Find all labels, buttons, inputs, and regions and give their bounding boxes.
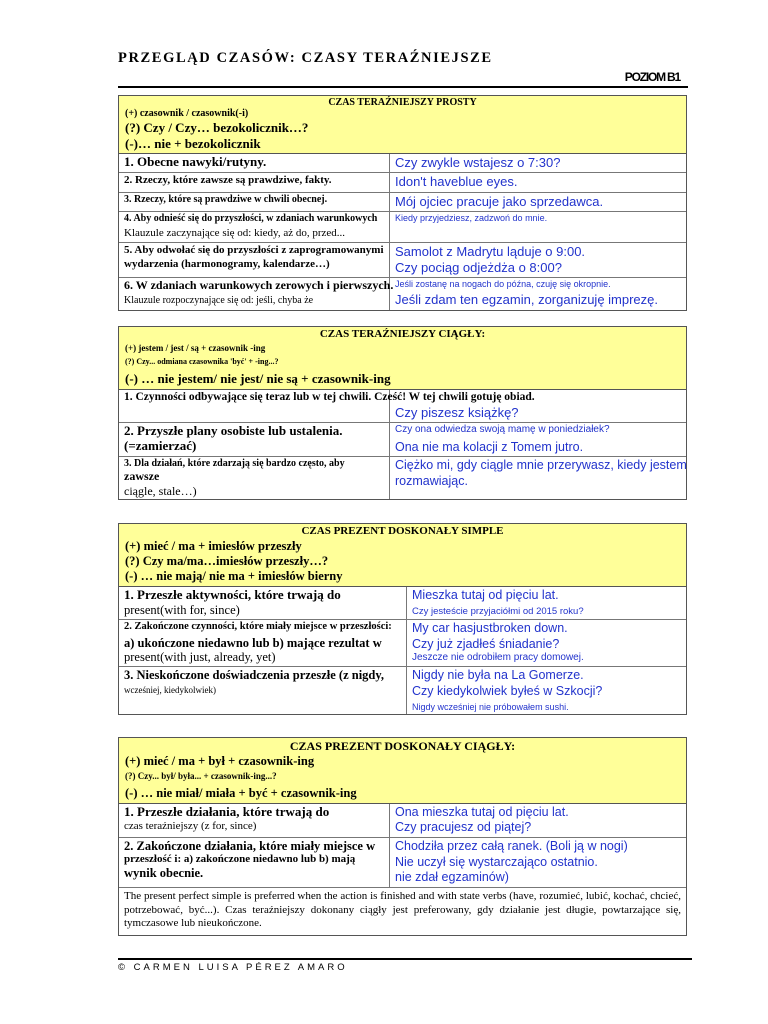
usage-row [119, 667, 686, 714]
example-sentence: rozmawiając. [395, 473, 468, 488]
usage-rule: 3. Dla działań, które zdarzają się bardzo często, aby [124, 458, 345, 470]
example-sentence: Mieszka tutaj od pięciu lat. [412, 588, 559, 602]
question-form: (?) Czy... odmiana czasownika 'być' + -ing...? [125, 356, 279, 366]
section-header [119, 738, 686, 804]
usage-note: present(with for, since) [124, 602, 240, 617]
negative-form: (-) … nie miał/ miała + być + czasownik-ing [125, 785, 357, 800]
usage-row [119, 154, 686, 173]
example-sentence: Czy kiedykolwiek byłeś w Szkocji? [412, 684, 603, 698]
example-sentence: Czy ona odwiedza swoją mamę w poniedziałek? [395, 424, 610, 436]
usage-rule: 1. Obecne nawyki/rutyny. [124, 154, 267, 170]
affirmative-form: (+) mieć / ma + imiesłów przeszły [125, 539, 302, 553]
usage-rule-cont: (=zamierzać) [124, 438, 197, 454]
example-sentence: Jeśli zdam ten egzamin, zorganizuję imprezę. [395, 292, 659, 308]
level-label: POZIOM B1 [624, 70, 680, 84]
example-sentence: Chodziła przez całą ranek. (Boli ją w nogi) [395, 839, 628, 854]
usage-rule: 5. Aby odwołać się do przyszłości z zaprogramowanymi [124, 243, 384, 256]
usage-note: present(with just, already, yet) [124, 650, 276, 665]
usage-row [119, 243, 686, 279]
example-sentence: Nigdy nie była na La Gomerze. [412, 668, 584, 683]
example-sentence: Czy zwykle wstajesz o 7:30? [395, 155, 561, 171]
question-form: (?) Czy ma/ma…imiesłów przeszły…? [125, 554, 329, 568]
usage-row [119, 212, 686, 243]
footer-divider [118, 958, 692, 960]
section-title: CZAS TERAŹNIEJSZY CIĄGŁY: [319, 328, 486, 340]
affirmative-form: (+) mieć / ma + był + czasownik-ing [125, 754, 315, 768]
usage-rule-cont: zawsze [124, 468, 160, 483]
usage-note: Klauzule rozpoczynające się od: jeśli, chyba że [124, 294, 314, 306]
usage-rule-cont: wydarzenia (harmonogramy, kalendarze…) [124, 258, 330, 271]
usage-rule: 3. Nieskończone doświadczenia przeszłe (z nigdy, [124, 668, 385, 683]
usage-row [119, 173, 686, 192]
negative-form: (-)… nie + bezokolicznik [125, 135, 261, 151]
section-title: CZAS TERAŹNIEJSZY PROSTY [328, 97, 477, 108]
usage-row [119, 620, 686, 667]
section-present-simple [118, 95, 687, 311]
negative-form: (-) … nie mają/ nie ma + imiesłów bierny [125, 569, 343, 583]
section-title: CZAS PREZENT DOSKONAŁY SIMPLE [301, 525, 504, 537]
section-header [119, 524, 686, 587]
section-title: CZAS PREZENT DOSKONAŁY CIĄGŁY: [289, 739, 516, 753]
usage-row [119, 804, 686, 838]
example-sentence: Czy już zjadłeś śniadanie? [412, 636, 560, 651]
example-sentence: nie zdał egzaminów) [395, 870, 509, 885]
example-sentence: Nigdy wcześniej nie próbowałem sushi. [412, 701, 569, 712]
section-header [119, 327, 686, 390]
usage-rule: 1. Czynności odbywające się teraz lub w tej chwili. Cześć! W tej chwili gotuję obiad. [124, 390, 535, 403]
example-sentence: Czy jesteście przyjaciółmi od 2015 roku? [412, 605, 584, 617]
usage-row [119, 423, 686, 457]
usage-rule-cont: a) ukończone niedawno lub b) mające rezultat w [124, 636, 382, 650]
example-sentence: Ona mieszka tutaj od pięciu lat. [395, 804, 569, 819]
usage-row [119, 193, 686, 212]
usage-rule-cont: wynik obecnie. [124, 866, 204, 881]
document-title: PRZEGLĄD CZASÓW: CZASY TERAŹNIEJSZE [118, 50, 493, 66]
example-sentence: Jeszcze nie odrobiłem pracy domowej. [412, 652, 584, 664]
usage-rule: 6. W zdaniach warunkowych zerowych i pierwszych. [124, 278, 394, 293]
example-sentence: Samolot z Madrytu ląduje o 9:00. [395, 243, 586, 259]
example-sentence: Czy piszesz książkę? [395, 404, 519, 420]
affirmative-form: (+) czasownik / czasownik(-i) [125, 108, 249, 119]
example-sentence: Mój ojciec pracuje jako sprzedawca. [395, 193, 604, 209]
usage-rule: 4. Aby odnieść się do przyszłości, w zdaniach warunkowych [124, 212, 378, 224]
usage-note: Klauzule zaczynające się od: kiedy, aż do, przed... [124, 227, 346, 240]
section-present-perfect-continuous [118, 737, 687, 936]
example-sentence: Ona nie ma kolacji z Tomem jutro. [395, 439, 584, 454]
question-form: (?) Czy / Czy… bezokolicznik…? [125, 120, 309, 135]
section-present-perfect-simple [118, 523, 687, 715]
usage-note: ciągle, stale…) [124, 483, 197, 498]
example-sentence: Kiedy przyjedziesz, zadzwoń do mnie. [395, 212, 548, 223]
usage-rule: 2. Zakończone działania, które miały miejsce w [124, 839, 376, 854]
copyright-footer: © CARMEN LUISA PÉREZ AMARO [118, 962, 348, 973]
usage-row [119, 838, 686, 888]
affirmative-form: (+) jestem / jest / są + czasownik -ing [125, 343, 266, 353]
example-sentence: Czy pociąg odjeżdża o 8:00? [395, 259, 562, 275]
usage-row [119, 888, 686, 935]
usage-rule: 2. Zakończone czynności, które miały miejsce w przeszłości: [124, 620, 392, 632]
example-sentence: Nie uczył się wystarczająco ostatnio. [395, 854, 598, 869]
usage-row [119, 457, 686, 499]
example-sentence: Jeśli zostanę na nogach do późna, czuję się okropnie. [395, 279, 611, 290]
usage-row [119, 278, 686, 310]
example-sentence: Idon't haveblue eyes. [395, 174, 518, 190]
section-present-continuous [118, 326, 687, 500]
usage-rule: 3. Rzeczy, które są prawdziwe w chwili obecnej. [124, 193, 328, 205]
usage-rule: 2. Przyszłe plany osobiste lub ustalenia. [124, 423, 343, 439]
example-sentence: Czy pracujesz od piątej? [395, 820, 532, 835]
question-form: (?) Czy... był/ była... + czasownik-ing...? [125, 771, 277, 781]
usage-note: wcześniej, kiedykolwiek) [124, 684, 216, 695]
usage-note: czas teraźniejszy (z for, since) [124, 819, 257, 832]
usage-rule: 2. Rzeczy, które zawsze są prawdziwe, fakty. [124, 174, 332, 187]
usage-rule-cont: przeszłość i: a) zakończone niedawno lub b) mają [124, 853, 356, 866]
usage-note-paragraph: The present perfect simple is preferred when the action is finished and with state verbs (have, rozumieć, lubić, kochać, chcieć, potrzebować, być...). Czas teraźniejszy dokonany ciągły jest preferowany, gdy działanie jest długie, powtarzające się, tymczasowe lub nieukończone. [124, 889, 681, 930]
usage-row [119, 587, 686, 620]
negative-form: (-) … nie jestem/ nie jest/ nie są + czasownik-ing [125, 371, 391, 387]
usage-rule: 1. Przeszłe aktywności, które trwają do [124, 587, 341, 602]
usage-rule: 1. Przeszłe działania, które trwają do [124, 803, 330, 819]
section-header [119, 96, 686, 154]
title-divider [118, 86, 688, 88]
usage-row [119, 390, 686, 423]
example-sentence: Ciężko mi, gdy ciągle mnie przerywasz, kiedy jestem [395, 458, 687, 473]
example-sentence: My car hasjustbroken down. [412, 620, 568, 635]
